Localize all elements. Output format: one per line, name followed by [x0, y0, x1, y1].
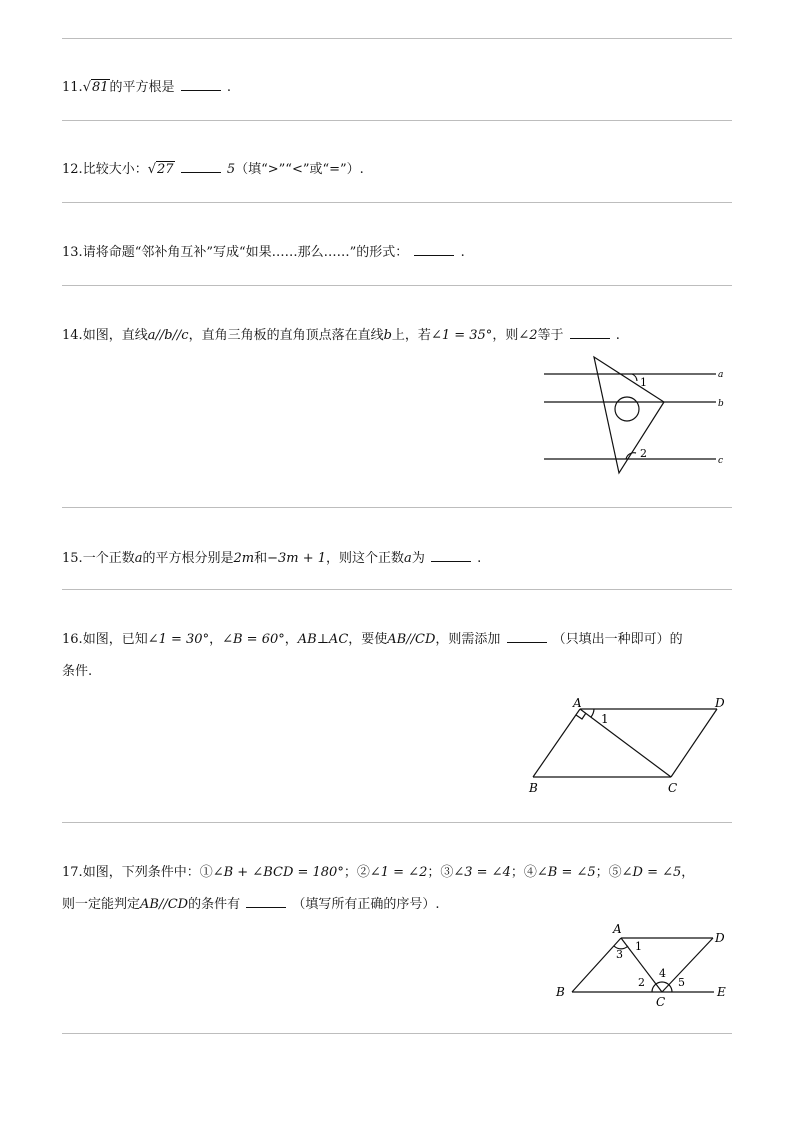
ruler-hole [615, 397, 639, 421]
question-13: 13.请将命题“邻补角互补”写成“如果……那么……”的形式： . [62, 245, 465, 260]
separator [62, 120, 732, 121]
label-angle-1: 1 [640, 376, 647, 389]
answer-blank[interactable] [414, 243, 454, 256]
separator [62, 285, 732, 286]
question-16: 16.如图，已知∠1 = 30°，∠B = 60°，AB⊥AC，要使AB//CD，则需添加 （只填出一种即可）的 [62, 632, 683, 647]
label-angle-1: 1 [601, 712, 609, 726]
sqrt-expression: √27 [147, 162, 174, 177]
label-C: C [656, 995, 666, 1008]
answer-blank[interactable] [181, 78, 221, 91]
label-A: A [573, 696, 582, 710]
angle-1-arc [632, 374, 637, 381]
label-angle-4: 4 [659, 967, 666, 980]
answer-blank[interactable] [570, 326, 610, 339]
right-angle-mark [576, 713, 586, 719]
angle-2-arc [626, 453, 636, 459]
separator [62, 202, 732, 203]
label-A: A [613, 922, 622, 936]
label-angle-1: 1 [635, 940, 642, 953]
answer-blank[interactable] [181, 160, 221, 173]
question-17: 17.如图，下列条件中：①∠B + ∠BCD = 180°；②∠1 = ∠2；③∠3 = ∠4；④∠B = ∠5；⑤∠D = ∠5， [62, 865, 695, 880]
question-11: 11.√81的平方根是 . [62, 78, 231, 98]
label-D: D [715, 696, 725, 710]
separator [62, 822, 732, 823]
separator [62, 1033, 732, 1034]
segment-DC [671, 709, 717, 777]
label-angle-3: 3 [616, 948, 623, 961]
figure-parallelogram-16 [525, 693, 732, 797]
label-D: D [715, 931, 725, 945]
question-16-line2: 条件. [62, 664, 93, 679]
segment-DC [662, 938, 713, 992]
answer-blank[interactable] [431, 549, 471, 562]
segment-AC [580, 709, 671, 777]
segment-AB [533, 709, 580, 777]
label-c: c [718, 456, 724, 466]
answer-blank[interactable] [507, 630, 547, 643]
question-number: 11. [62, 80, 83, 95]
label-a: a [718, 370, 724, 380]
sqrt-expression: √81 [82, 80, 109, 95]
separator [62, 38, 732, 39]
label-b: b [718, 399, 724, 409]
label-B: B [529, 781, 538, 795]
figure-parallelogram-17 [552, 920, 732, 1008]
separator [62, 507, 732, 508]
figure-parallel-lines-triangle [540, 352, 732, 477]
label-angle-2: 2 [638, 976, 645, 989]
angle-1-arc [591, 709, 594, 717]
label-E: E [717, 985, 726, 999]
label-C: C [668, 781, 678, 795]
segment-AB [572, 938, 621, 992]
separator [62, 589, 732, 590]
question-14: 14.如图，直线a//b//c，直角三角板的直角顶点落在直线b上，若∠1 = 35°，则∠2等于 . [62, 328, 620, 343]
label-angle-2: 2 [640, 447, 647, 460]
label-B: B [556, 985, 565, 999]
question-17-line2: 则一定能判定AB//CD的条件有 （填写所有正确的序号）. [62, 897, 440, 912]
question-12: 12.比较大小：√27 5（填“>”“<”或“=”）. [62, 160, 364, 180]
label-angle-5: 5 [678, 976, 685, 989]
answer-blank[interactable] [246, 895, 286, 908]
question-15: 15.一个正数a的平方根分别是2m和−3m + 1，则这个正数a为 . [62, 551, 482, 566]
